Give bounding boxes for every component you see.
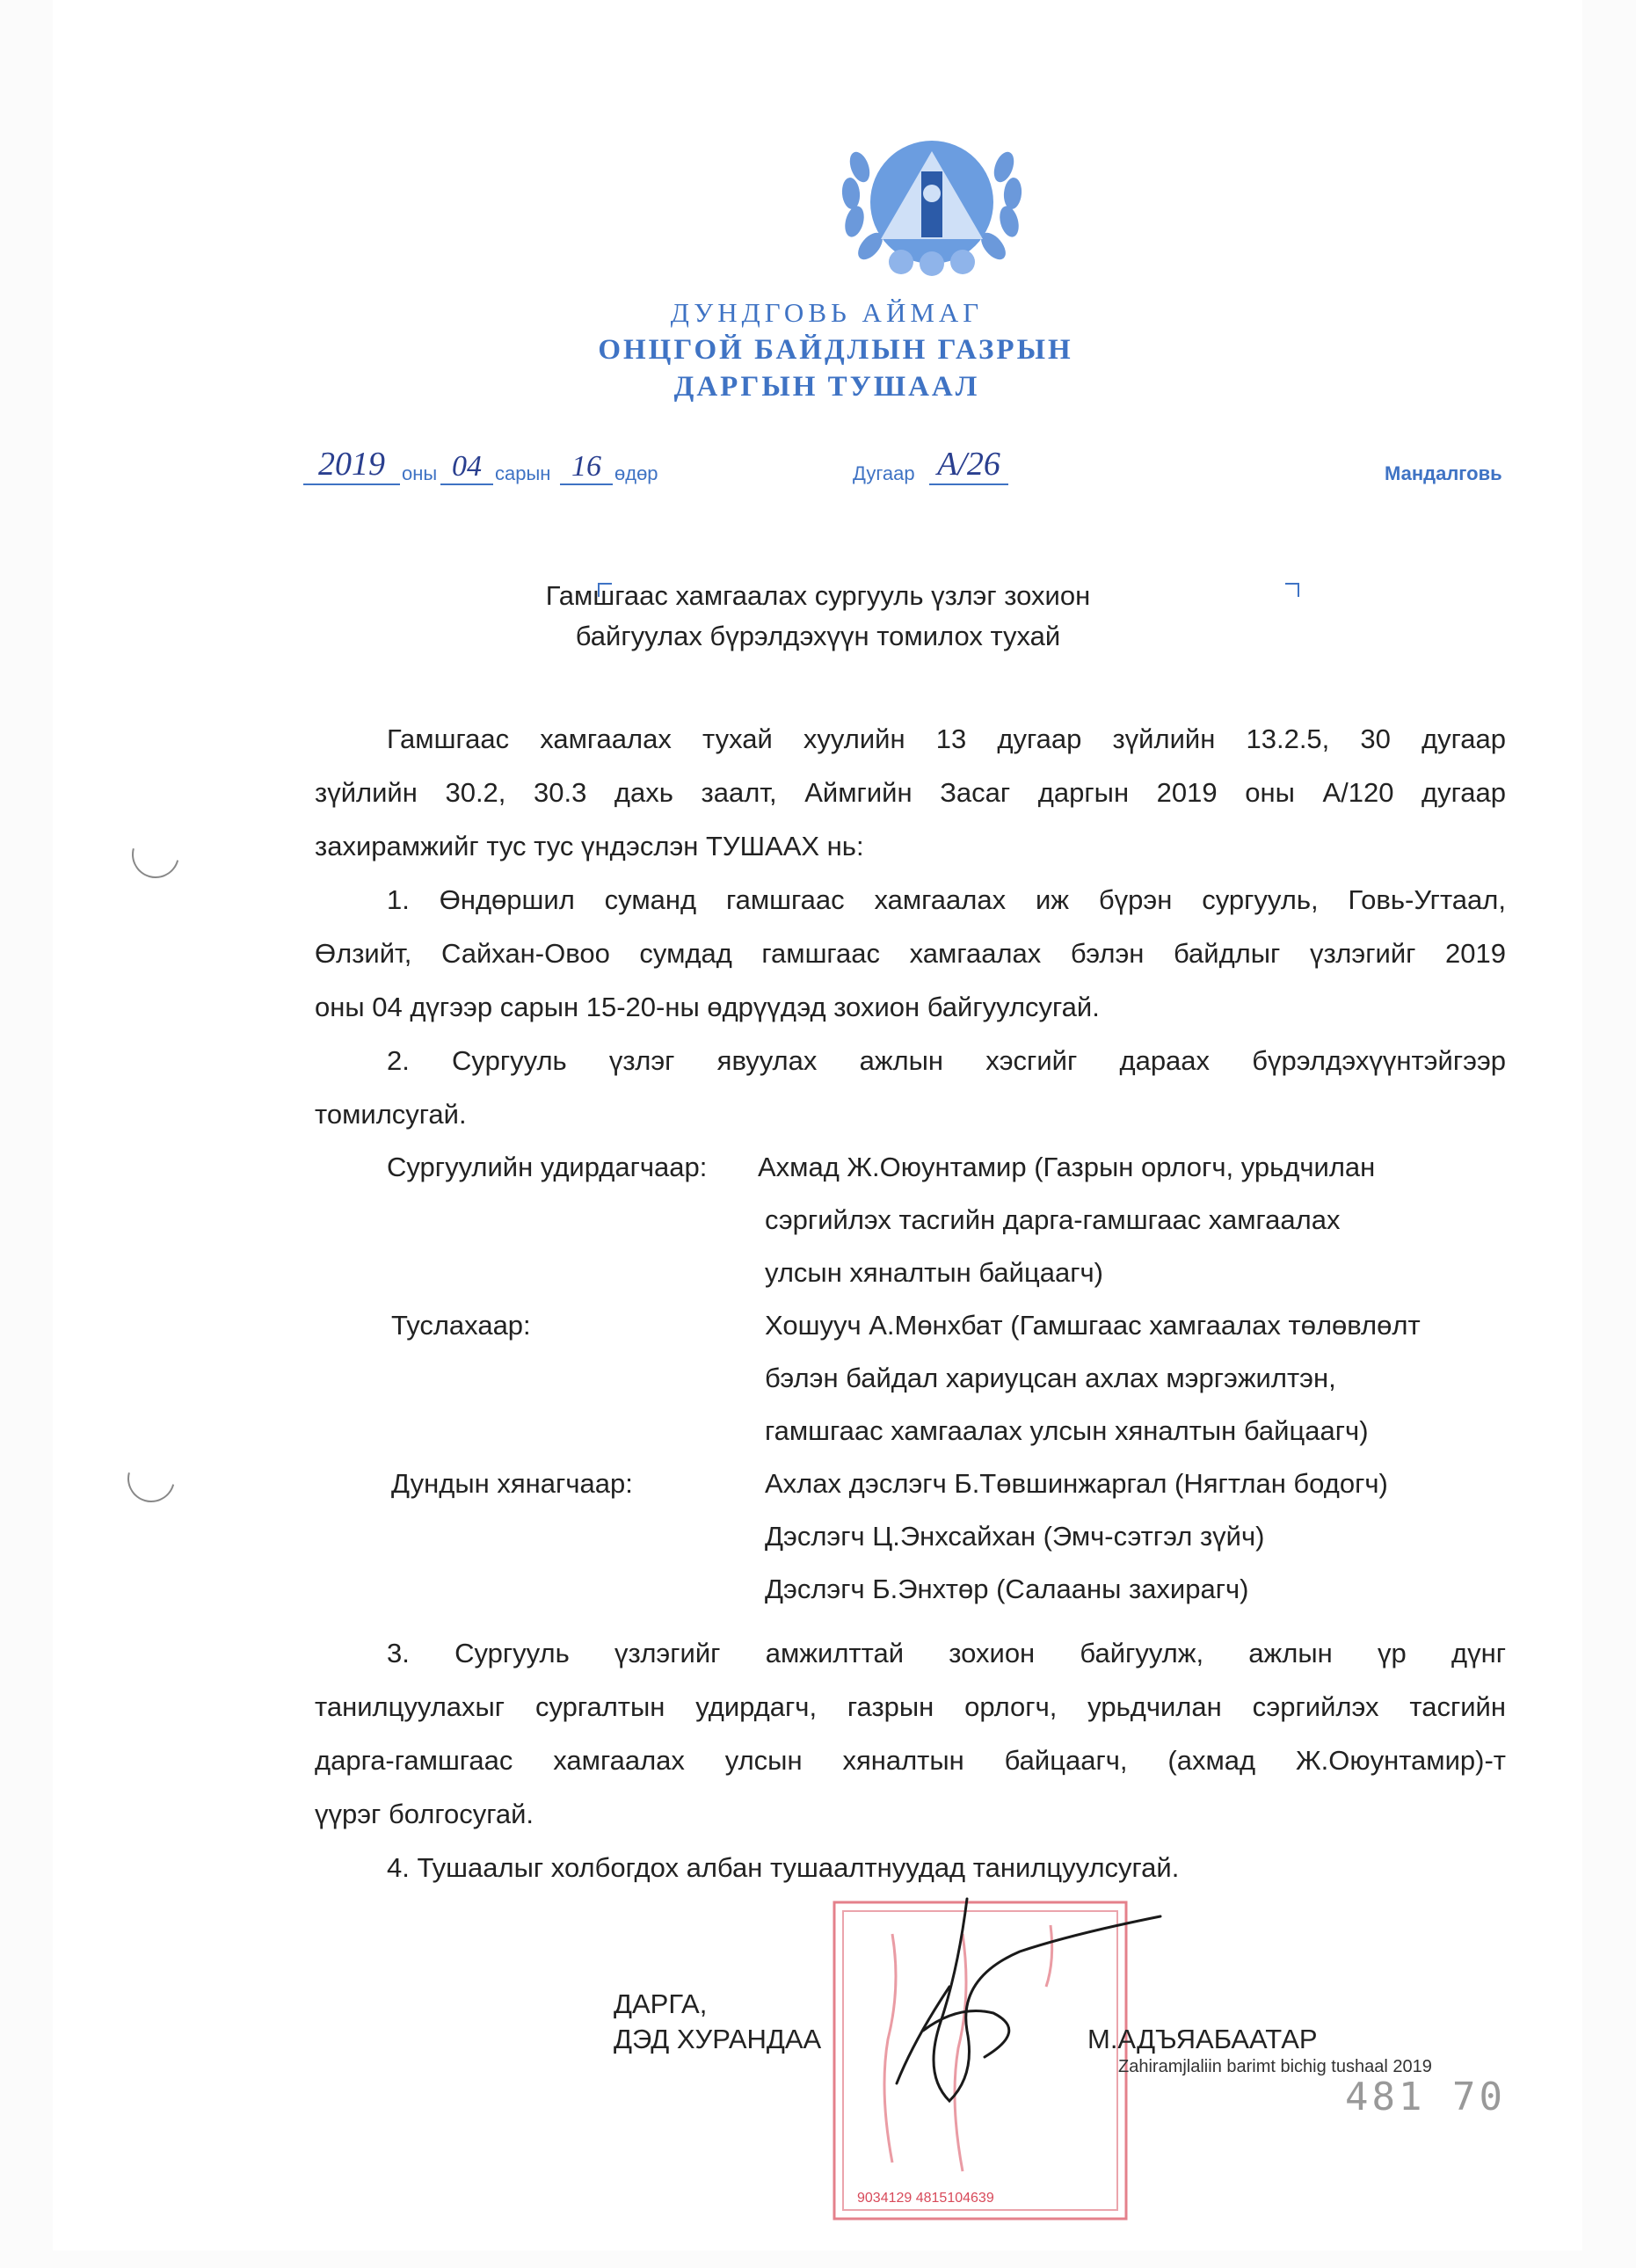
date-year: 2019: [303, 445, 400, 485]
signer-position-2: ДЭД ХУРАНДАА: [614, 2024, 822, 2054]
header-line-order: ДАРГЫН ТУШААЛ: [673, 371, 980, 403]
auditor-label: Дундын хянагчаар:: [391, 1468, 633, 1499]
leader-label: Сургуулийн удирдагчаар:: [387, 1152, 708, 1182]
date-month: 04: [440, 450, 493, 485]
assistant-label: Туслахаар:: [391, 1310, 531, 1341]
place-name: Мандалговь: [1385, 462, 1502, 484]
date-day-suffix: өдөр: [614, 462, 658, 484]
leader-line-1: Ахмад Ж.Оюунтамир (Газрын орлогч, урьдчилан: [758, 1152, 1376, 1182]
assistant-line-1: Хошууч А.Мөнхбат (Гамшгаас хамгаалах төлөвлөлт: [765, 1310, 1421, 1341]
item3-line-1: 3. Сургууль үзлэгийг амжилттай зохион байгуулж, ажлын үр дүнг: [387, 1638, 1506, 1668]
header-line-aimag: ДУНДГОВЬ АЙМАГ: [670, 297, 984, 328]
stamp-numbers: 9034129 4815104639: [857, 2191, 994, 2206]
assistant-line-2: бэлэн байдал хариуцсан ахлах мэргэжилтэн,: [765, 1363, 1336, 1393]
item2-line-1: 2. Сургууль үзлэг явуулах ажлын хэсгийг дараах бүрэлдэхүүнтэйгээр: [387, 1045, 1506, 1076]
item2-line-2: томилсугай.: [315, 1099, 467, 1130]
item1-line-3: оны 04 дүгээр сарын 15-20-ны өдрүүдэд зохион байгуулсугай.: [315, 992, 1100, 1022]
date-day: 16: [560, 450, 613, 485]
auditor-line-3: Дэслэгч Б.Энхтөр (Салааны захирагч): [765, 1574, 1249, 1604]
order-number: А/26: [929, 445, 1008, 485]
item3-line-4: үүрэг болгосугай.: [315, 1799, 534, 1829]
auditor-line-1: Ахлах дэслэгч Б.Төвшинжаргал (Нягтлан бодогч): [765, 1468, 1388, 1499]
title-bracket-right: [1285, 583, 1299, 597]
assistant-line-3: гамшгаас хамгаалах улсын хяналтын байцаагч): [765, 1415, 1369, 1446]
item1-line-2: Өлзийт, Сайхан-Овоо сумдад гамшгаас хамгаалах бэлэн байдлыг үзлэгийг 2019: [315, 938, 1506, 969]
auditor-line-2: Дэслэгч Ц.Энхсайхан (Эмч-сэтгэл зүйч): [765, 1521, 1265, 1552]
header-line-agency: ОНЦГОЙ БАЙДЛЫН ГАЗРЫН: [598, 334, 1073, 366]
intro-line-1: Гамшгаас хамгаалах тухай хуулийн 13 дугаар зүйлийн 13.2.5, 30 дугаар: [387, 723, 1506, 754]
intro-line-3: захирамжийг тус тус үндэслэн ТУШААХ нь:: [315, 831, 864, 861]
item3-line-3: дарга-гамшгаас хамгаалах улсын хяналтын байцаагч, (ахмад Ж.Оюунтамир)-т: [315, 1745, 1506, 1776]
item3-line-2: танилцуулахыг сургалтын удирдагч, газрын орлогч, урьдчилан сэргийлэх тасгийн: [315, 1691, 1506, 1722]
document-footnote: Zahiramjlaliin barimt bichig tushaal 2019: [1118, 2057, 1432, 2076]
date-number-line: [303, 433, 1534, 485]
leader-line-3: улсын хяналтын байцаагч): [765, 1257, 1103, 1288]
order-number-label: Дугаар: [853, 462, 915, 484]
item4-line: 4. Тушаалыг холбогдох албан тушаалтнуудад танилцуулсугай.: [387, 1852, 1180, 1883]
title-bracket-left: [598, 583, 612, 597]
leader-line-2: сэргийлэх тасгийн дарга-гамшгаас хамгаалах: [765, 1204, 1341, 1235]
document-title: [0, 576, 1636, 657]
intro-line-2: зүйлийн 30.2, 30.3 дахь заалт, Аймгийн Засаг даргын 2019 оны А/120 дугаар: [315, 777, 1506, 808]
date-month-suffix: сарын: [495, 462, 551, 484]
handwritten-signature: [818, 1881, 1169, 2110]
signer-position-1: ДАРГА,: [614, 1988, 708, 2019]
emblem-logo: [835, 132, 1029, 281]
item1-line-1: 1. Өндөршил суманд гамшгаас хамгаалах иж бүрэн сургууль, Говь-Угтаал,: [387, 884, 1506, 915]
signer-name: М.АДЪЯАБААТАР: [1087, 2024, 1318, 2054]
serial-number: 481 70: [1345, 2075, 1506, 2119]
date-year-suffix: оны: [402, 462, 438, 484]
title-line-2: байгуулах бүрэлдэхүүн томилох тухай: [575, 621, 1061, 651]
title-line-1: Гамшгаас хамгаалах сургууль үзлэг зохион: [545, 580, 1091, 611]
